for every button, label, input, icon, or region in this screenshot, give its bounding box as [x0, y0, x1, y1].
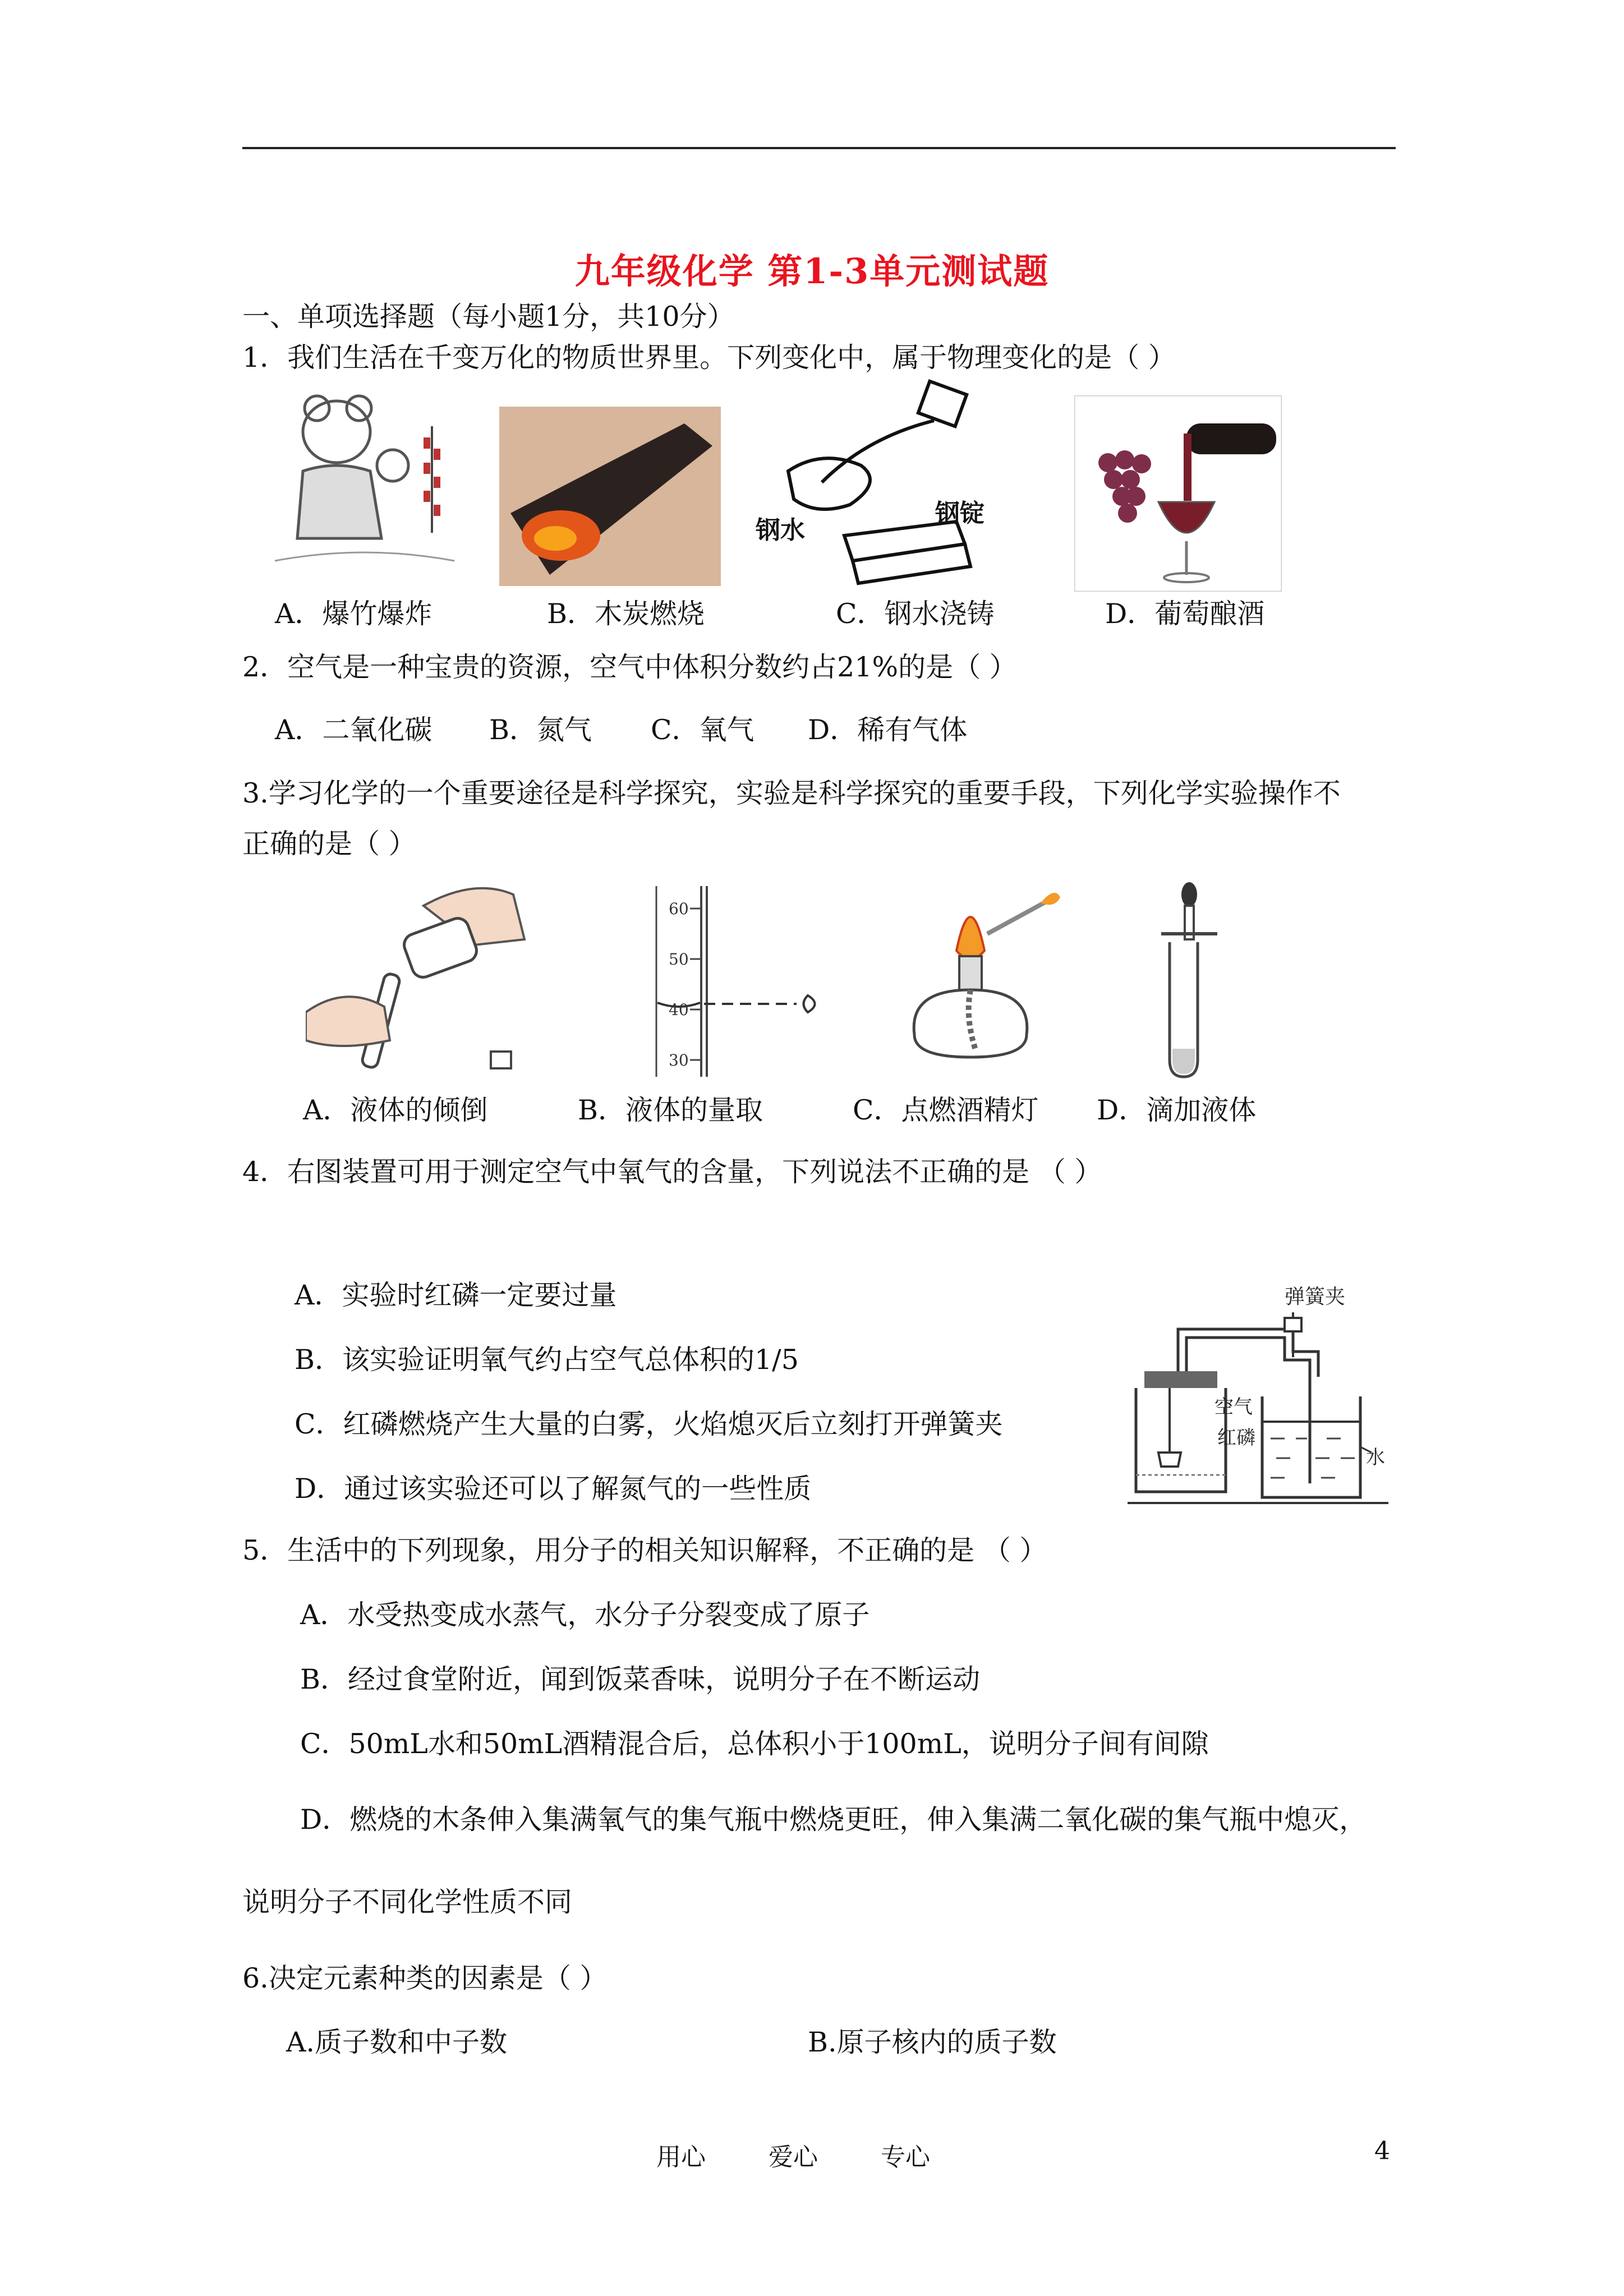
dropper-test-tube-image — [1139, 880, 1229, 1082]
question-4-option-a: A．实验时红磷一定要过量 — [295, 1279, 617, 1311]
question-2-stem: 2．空气是一种宝贵的资源，空气中体积分数约占21%的是（ ） — [242, 651, 1017, 683]
question-3-stem-line-2: 正确的是（ ） — [242, 828, 416, 860]
liquid-pouring-image — [306, 872, 530, 1080]
spring-clamp-label: 弹簧夹 — [1285, 1285, 1346, 1308]
question-6-stem: 6.决定元素种类的因素是（ ） — [242, 1962, 608, 1994]
question-2-option-d: D．稀有气体 — [808, 714, 968, 746]
question-1-option-c: C．钢水浇铸 — [836, 598, 995, 630]
air-label: 空气 — [1214, 1396, 1253, 1418]
header-rule — [242, 147, 1396, 149]
charcoal-burning-image — [499, 407, 721, 586]
graduated-cylinder-image — [606, 880, 853, 1082]
question-5-option-c: C．50mL水和50mL酒精混合后，总体积小于100mL，说明分子间有间隙 — [300, 1728, 1209, 1760]
steel-casting-image — [755, 376, 990, 592]
question-3-option-c: C．点燃酒精灯 — [853, 1094, 1039, 1126]
tick-60: 60 — [669, 900, 689, 918]
firecracker-image — [264, 393, 477, 583]
alcohol-lamp-image — [886, 872, 1099, 1080]
tick-40: 40 — [669, 1001, 689, 1019]
question-6-option-b: B.原子核内的质子数 — [808, 2026, 1057, 2058]
question-1-option-b: B．木炭燃烧 — [547, 598, 705, 630]
question-3-option-b: B．液体的量取 — [578, 1094, 763, 1126]
question-1-option-a: A．爆竹爆炸 — [275, 598, 433, 630]
question-4-option-d: D．通过该实验还可以了解氮气的一些性质 — [295, 1473, 812, 1505]
footer-motto-2: 爱心 — [769, 2143, 818, 2171]
page-number: 4 — [1374, 2137, 1390, 2165]
tick-50: 50 — [669, 950, 689, 969]
question-2-option-b: B．氮气 — [489, 714, 592, 746]
question-4-option-b: B．该实验证明氧气约占空气总体积的1/5 — [295, 1344, 799, 1376]
question-5-option-b: B．经过食堂附近，闻到饭菜香味，说明分子在不断运动 — [300, 1663, 981, 1695]
steel-water-label: 钢水 — [756, 516, 805, 545]
section-heading: 一、单项选择题（每小题1分，共10分） — [242, 301, 735, 333]
question-3-option-a: A．液体的倾倒 — [303, 1094, 488, 1126]
question-2-option-c: C．氧气 — [651, 714, 755, 746]
tick-30: 30 — [669, 1051, 689, 1069]
question-3-option-d: D．滴加液体 — [1097, 1094, 1257, 1126]
red-phosphorus-label: 红磷 — [1217, 1427, 1255, 1449]
question-5-stem: 5．生活中的下列现象，用分子的相关知识解释，不正确的是 （ ） — [242, 1534, 1047, 1566]
question-4-option-c: C．红磷燃烧产生大量的白雾，火焰熄灭后立刻打开弹簧夹 — [295, 1408, 1003, 1440]
question-4-stem: 4．右图装置可用于测定空气中氧气的含量，下列说法不正确的是 （ ） — [242, 1156, 1102, 1188]
water-label: 水 — [1366, 1446, 1385, 1469]
oxygen-measurement-apparatus-diagram — [1125, 1279, 1391, 1514]
question-5-option-a: A．水受热变成水蒸气，水分子分裂变成了原子 — [300, 1599, 870, 1631]
ingot-label: 钢锭 — [935, 499, 984, 528]
question-5-option-d-continuation: 说明分子不同化学性质不同 — [242, 1886, 573, 1918]
question-5-option-d: D．燃烧的木条伸入集满氧气的集气瓶中燃烧更旺，伸入集满二氧化碳的集气瓶中熄灭， — [300, 1804, 1367, 1836]
question-2-option-a: A．二氧化碳 — [275, 714, 433, 746]
question-1-option-d: D．葡萄酿酒 — [1105, 598, 1265, 630]
page-title: 九年级化学 第1-3单元测试题 — [574, 251, 1050, 292]
question-3-stem-line-1: 3.学习化学的一个重要途径是科学探究，实验是科学探究的重要手段，下列化学实验操作不 — [242, 777, 1341, 809]
question-6-option-a: A.质子数和中子数 — [286, 2026, 507, 2058]
footer-motto-3: 专心 — [881, 2143, 930, 2171]
footer-motto-1: 用心 — [656, 2143, 706, 2171]
question-1-stem: 1．我们生活在千变万化的物质世界里。下列变化中，属于物理变化的是（ ） — [242, 342, 1176, 374]
wine-making-image — [1074, 395, 1282, 592]
